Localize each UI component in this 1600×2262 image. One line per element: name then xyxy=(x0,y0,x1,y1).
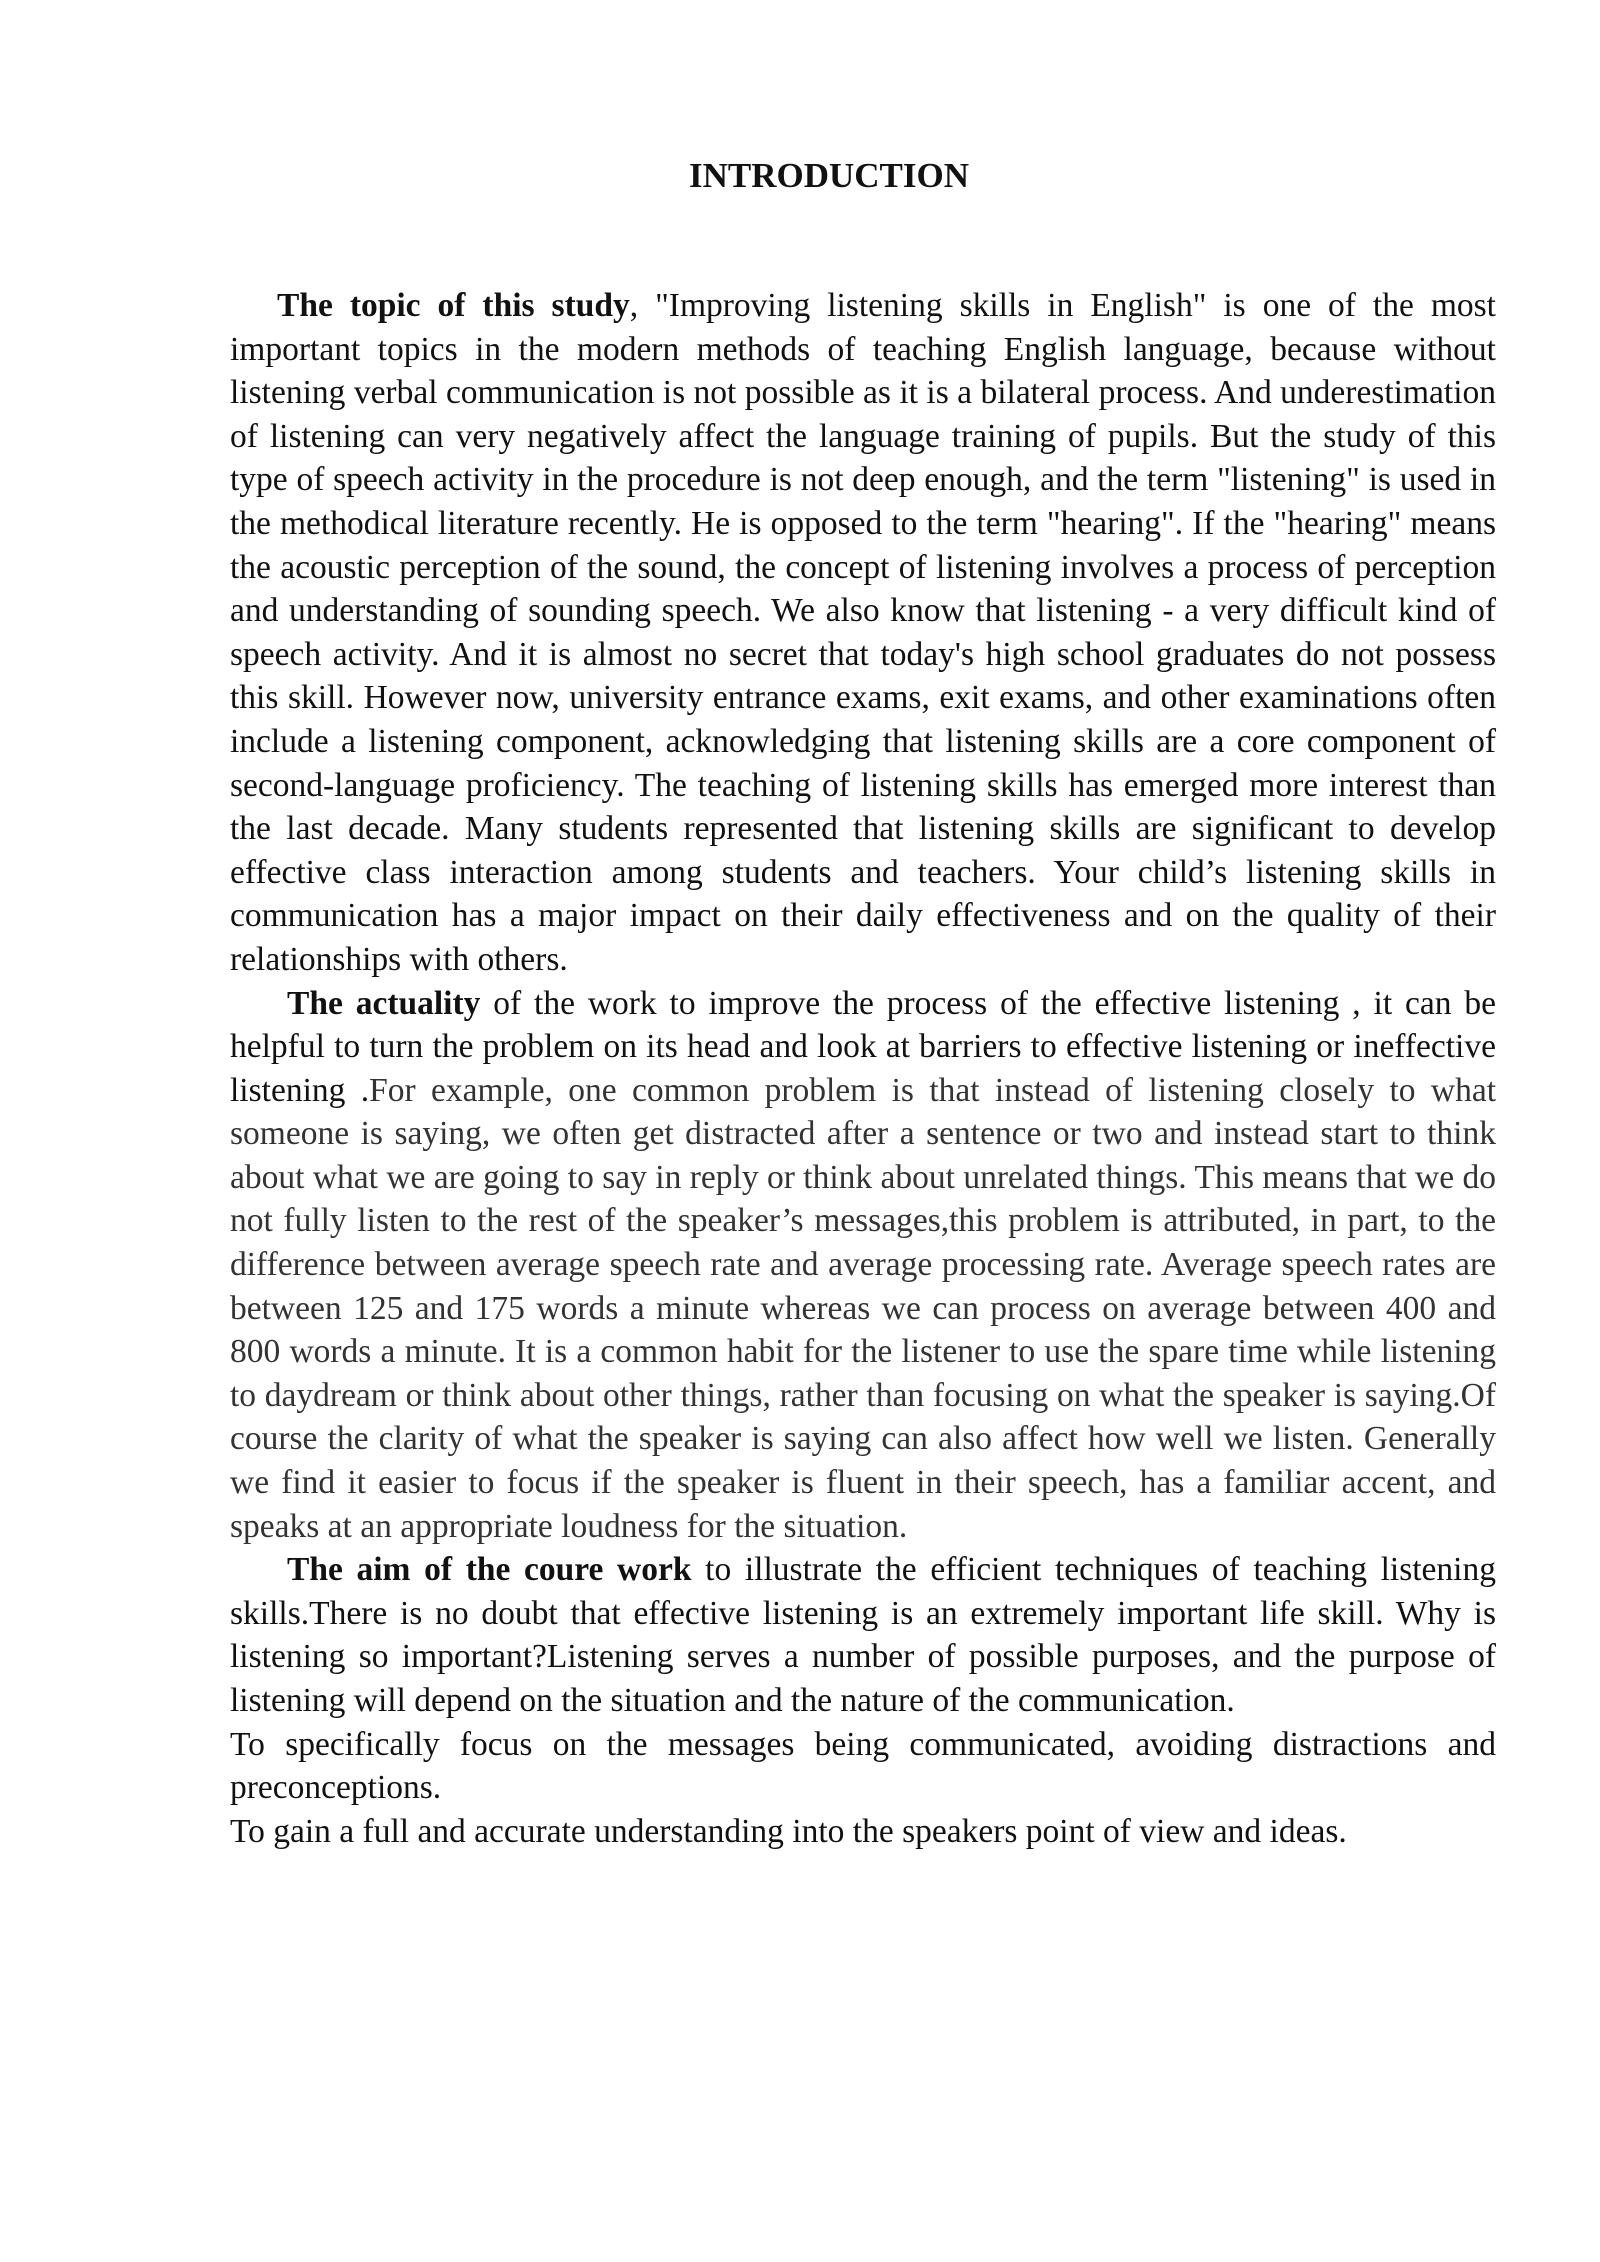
paragraph-aim-lead: The aim of the coure work xyxy=(287,1551,692,1589)
paragraph-purpose-2: To gain a full and accurate understanding into the speakers point of view and ideas. xyxy=(230,1812,1347,1850)
paragraph-topic-lead: The topic of this study xyxy=(277,287,630,324)
paragraph-purpose-1: To specifically focus on the messages being communicated, avoiding distractions and preconceptions. xyxy=(230,1725,1496,1807)
page-title: INTRODUCTION xyxy=(688,156,970,195)
paragraph-actuality-example-text: For example, one common problem is that instead of listening closely to what someone is saying, we often get distracted after a sentence or two and instead start to think about what we are going to say in reply or think about unrelated things. This means that we do not fully listen to the rest of the speaker’s messages,this problem is attributed, in part, to the difference between average speech rate and average processing rate. Average speech rates are between 125 and 175 words a minute whereas we can process on average between 400 and 800 words a minute. It is a common habit for the listener to use the spare time while listening to daydream or think about other things, rather than focusing on what the speaker is saying.Of course the clarity of what the speaker is saying can also affect how well we listen. Generally we find it easier to focus if the speaker is fluent in their speech, has a familiar accent, and speaks at an appropriate loudness for the situation. xyxy=(230,1071,1497,1545)
paragraph-aim-text: to illustrate the efficient techniques of teaching listening skills.There is no doubt that effective listening is an extremely important life skill. Why is listening so important?Listening serves a number of possible purposes, and the purpose of listening will depend on the situation and the nature of the communication. xyxy=(230,1551,1496,1719)
paragraph-actuality-lead: The actuality xyxy=(287,984,481,1022)
paragraph-topic xyxy=(230,284,1496,982)
paragraph-aim xyxy=(230,1548,1496,1722)
paragraph-topic-text: , "Improving listening skills in English" is one of the most important topics in the modern methods of teaching English language, because without listening verbal communication is not possible as it is a bilateral process. And underestimation of listening can very negatively affect the language training of pupils. But the study of this type of speech activity in the procedure is not deep enough, and the term "listening" is used in the methodical literature recently. He is opposed to the term "hearing". If the "hearing" means the acoustic perception of the sound, the concept of listening involves a process of perception and understanding of sounding speech. We also know that listening - a very difficult kind of speech activity. And it is almost no secret that today's high school graduates do not possess this skill. However now, university entrance exams, exit exams, and other examinations often include a listening component, acknowledging that listening skills are a core component of second-language proficiency. The teaching of listening skills has emerged more interest than the last decade. Many students represented that listening skills are significant to develop effective class interaction among students and teachers. Your child’s listening skills in communication has a major impact on their daily effectiveness and on the quality of their relationships with others. xyxy=(230,287,1496,978)
document-body xyxy=(230,284,1496,1853)
paragraph-actuality-text: of the work to improve the process of the effective listening , it can be helpful to turn the problem on its head and look at barriers to effective listening or ineffective listening . xyxy=(230,984,1496,1109)
paragraph-actuality xyxy=(230,982,1496,1549)
